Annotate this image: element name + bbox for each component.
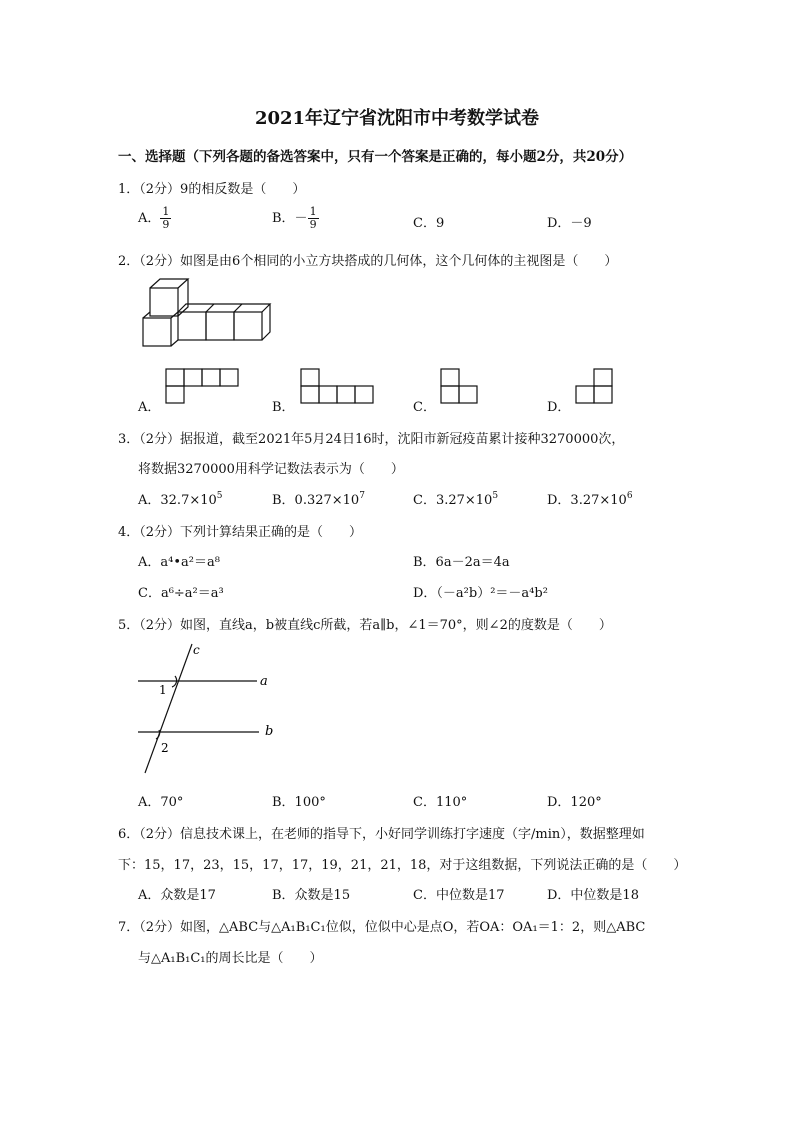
question-6-line1: 6．（2分）信息技术课上，在老师的指导下，小好同学训练打字速度（字/min），数据整理如 [118,827,645,842]
q2-option-d-view [575,368,615,404]
q1-option-a-label: A． [138,211,161,226]
question-3-line1: 3．（2分）据报道，截至2021年5月24日16时，沈阳市新冠疫苗累计接种3270000次， [118,432,625,447]
numerator: 1 [162,205,170,218]
q5-option-c: C．110° [413,795,468,810]
label-b: b [265,724,274,739]
q4-option-b: B．6a－2a＝4a [413,555,510,570]
q3-option-d [547,489,633,508]
q3-option-a-exponent: 5 [216,491,223,501]
q5-option-a: A．70° [138,795,184,810]
q2-option-b-view [300,368,374,404]
q6-option-d: D．中位数是18 [547,888,639,903]
q2-option-c-view [440,368,480,404]
question-1-stem: 1．（2分）9的相反数是（ ） [118,182,306,197]
angle-2-arc [156,730,160,739]
question-7-line2: 与△A₁B₁C₁的周长比是（ ） [138,951,323,966]
label-a: a [260,674,268,689]
label-c: c [193,643,200,657]
q1-option-a-fraction [160,206,171,231]
q6-option-c: C．中位数是17 [413,888,505,903]
q5-parallel-lines-figure [135,642,285,776]
q4-option-d: D．（－a²b）²＝－a⁴b² [413,586,548,601]
q1-option-b [272,206,319,231]
question-7-line1: 7．（2分）如图，△ABC与△A₁B₁C₁位似，位似中心是点O，若OA：OA₁＝1：2，则△ABC [118,920,646,935]
q5-option-d: D．120° [547,795,602,810]
q2-option-c: C． [413,400,436,415]
q3-option-a-text: A．32.7×10 [138,493,217,508]
question-2-stem: 2．（2分）如图是由6个相同的小立方块搭成的几何体，这个几何体的主视图是（ ） [118,254,618,269]
q1-option-d: D．－9 [547,216,592,231]
q2-option-d: D． [547,400,571,415]
question-6-line2: 下：15，17，23，15，17，17，19，21，21，18，对于这组数据，下列说法正确的是（ ） [118,858,687,873]
q2-cube-figure [138,278,278,352]
section-heading: 一、选择题（下列各题的备选答案中，只有一个答案是正确的，每小题2分，共20分） [118,149,633,165]
q1-option-b-label: B．－ [272,211,308,226]
q5-option-b: B．100° [272,795,326,810]
numerator: 1 [309,205,317,218]
question-5-stem: 5．（2分）如图，直线a，b被直线c所截，若a∥b，∠1＝70°，则∠2的度数是（ ） [118,618,612,633]
q4-option-c: C．a⁶÷a²＝a³ [138,586,224,601]
q3-option-d-text: D．3.27×10 [547,493,627,508]
q2-option-b: B． [272,400,295,415]
denominator: 9 [309,218,317,231]
question-4-stem: 4．（2分）下列计算结果正确的是（ ） [118,525,363,540]
label-angle-2: 2 [161,741,169,755]
q4-option-a: A．a⁴•a²＝a⁸ [138,555,220,570]
q2-option-a: A． [138,400,161,415]
q1-option-a [138,206,171,231]
q3-option-c [413,489,498,508]
question-3-line2: 将数据3270000用科学记数法表示为（ ） [138,462,404,477]
q3-option-b-exponent: 7 [359,491,365,501]
q6-option-a: A．众数是17 [138,888,216,903]
q3-option-b-text: B．0.327×10 [272,493,360,508]
q3-option-b [272,489,365,508]
q3-option-c-exponent: 5 [492,491,499,501]
page-title: 2021年辽宁省沈阳市中考数学试卷 [254,108,540,129]
label-angle-1: 1 [159,683,167,697]
q6-option-b: B．众数是15 [272,888,351,903]
q3-option-a [138,489,223,508]
q3-option-c-text: C．3.27×10 [413,493,493,508]
denominator: 9 [162,218,170,231]
q1-option-b-fraction [308,206,319,231]
q2-option-a-view [165,368,239,404]
q3-option-d-exponent: 6 [626,491,633,501]
q1-option-c: C．9 [413,216,445,231]
